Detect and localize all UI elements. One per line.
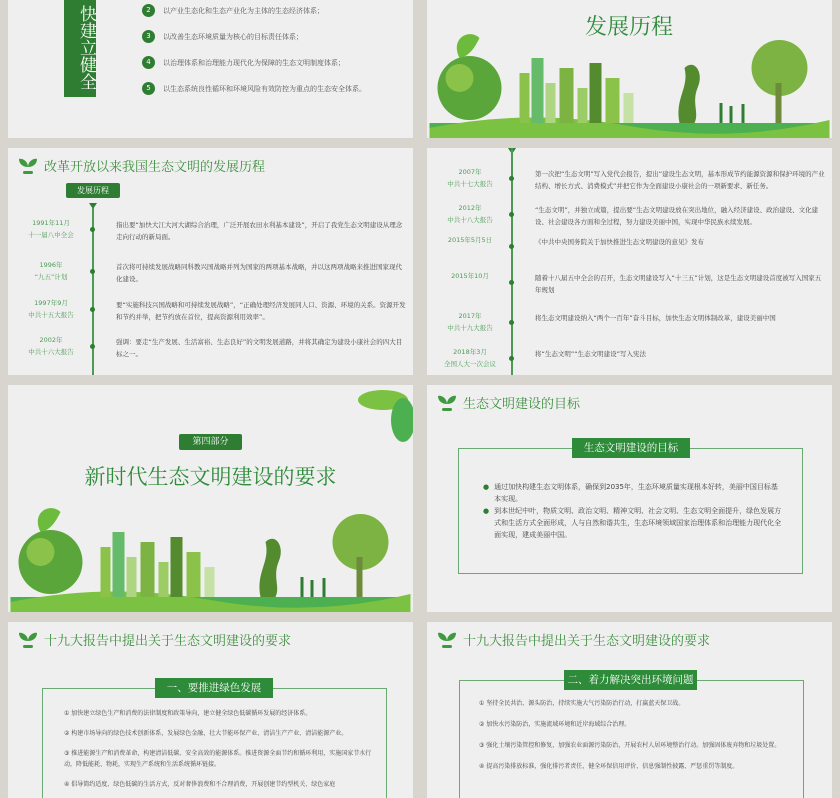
timeline-text: “生态文明”，并独立成篇，提出要“生态文明建设放在突出地位，融入经济建设、政治建设、文化建设、社会建设各方面和全过程，努力建设美丽中国，实现中华民族永续发展。 [535, 206, 819, 226]
timeline-text: 《中共中央国务院关于加快推进生态文明建设的意见》发布 [535, 238, 704, 246]
slide-7-thumbnail[interactable] [8, 622, 413, 798]
timeline-text: 强调：要走“生产发展、生活富裕、生态良好”的文明发展道路，并将其确定为建设小康社会的四大目标之一。 [116, 338, 403, 358]
list-item [142, 4, 324, 17]
timeline-date-label [16, 334, 86, 358]
item-text: 以治理体系和治理能力现代化为保障的生态文明制度体系； [163, 58, 345, 67]
header-title: 改革开放以来我国生态文明的发展历程 [44, 160, 266, 175]
timeline-text: 指出要“加快大江大河大湖综合治理，广泛开展农田水利基本建设”，开启了我党生态文明建设从理念走向行动的新局面。 [116, 221, 403, 241]
timeline-date-label [435, 270, 505, 282]
timeline-date: 2015年5月5日 [447, 236, 493, 244]
list-item: ② 加快水污染防治，实施流域环境和近岸海域综合治理。 [479, 721, 631, 728]
timeline-date: 1991年11月 [32, 219, 70, 227]
list-item: ● 到本世纪中叶，物质文明、政治文明、精神文明、社会文明、生态文明全面提升，绿色发展方式和生活方式全面形成，人与自然和谐共生，生态环境领域国家治理体系和治理能力现代化全面实现，建成美丽中国。 [483, 507, 782, 539]
timeline-date: 2018年3月 [453, 348, 487, 356]
timeline-dot [509, 244, 514, 249]
list-item: ② 构建市场导向的绿色技术创新体系，发展绿色金融，壮大节能环保产业、清洁生产产业、清洁能源产业。 [64, 730, 348, 737]
timeline-date-label [435, 166, 505, 190]
timeline-date-label [435, 346, 505, 370]
sprout-icon [437, 631, 457, 649]
city-illustration [8, 502, 413, 612]
list-item: ● 通过加快构建生态文明体系，确保到2035年，生态环境质量实现根本好转，美丽中国目标基本实现。 [483, 481, 783, 505]
leaves-decoration [323, 385, 413, 445]
timeline-text: 首次将可持续发展战略同科教兴国战略并列为国家的两项基本战略，并以这两项战略来推进国家现代化建设。 [116, 263, 402, 283]
timeline-text: 将“生态文明”“生态文明建设”写入宪法 [535, 350, 646, 358]
sprout-icon [18, 631, 38, 649]
timeline-dot [509, 356, 514, 361]
slide-header [437, 630, 710, 649]
sprout-icon [437, 394, 457, 412]
slide-title: 新时代生态文明建设的要求 [84, 465, 337, 489]
timeline-dot [509, 212, 514, 217]
requirement-list [64, 708, 382, 790]
list-item [142, 56, 345, 69]
timeline-dot [90, 269, 95, 274]
slide-header [18, 156, 265, 175]
timeline-text: 将生态文明建设纳入“两个一百年”奋斗目标，加快生态文明体制改革，建设美丽中国 [535, 314, 776, 322]
item-text: 通过加快构建生态文明体系，确保到2035年，生态环境质量实现根本好转，美丽中国目标基本实现。 [494, 483, 778, 503]
timeline-dot [509, 280, 514, 285]
item-text: 以生态系统良性循环和环境风险有效防控为重点的生态安全体系。 [163, 84, 366, 93]
slide-5-thumbnail[interactable] [8, 385, 413, 612]
goal-list [483, 481, 783, 541]
list-item: ③ 推进能源生产和消费革命，构建清洁低碳、安全高效的能源体系。推进资源全面节约和循环利用，实施国家节水行动，降低能耗、物耗，实现生产系统和生活系统循环链接。 [64, 750, 372, 768]
number-badge: 5 [142, 82, 155, 95]
number-badge: 4 [142, 56, 155, 69]
timeline-date: 1996年 [39, 261, 63, 269]
timeline-dot [90, 307, 95, 312]
timeline-dot [509, 176, 514, 181]
box-title: 一、要推进绿色发展 [155, 678, 273, 698]
box-title: 二、着力解决突出环境问题 [564, 670, 697, 690]
slide-3-thumbnail[interactable] [8, 148, 413, 375]
timeline-event: 全国人大一次会议 [444, 360, 496, 368]
number-badge: 2 [142, 4, 155, 17]
slide-header [18, 630, 291, 649]
timeline-event: 中共十五大报告 [28, 311, 74, 319]
vertical-title: 快建立健全 [64, 0, 96, 97]
header-title: 生态文明建设的目标 [463, 397, 581, 412]
timeline-date: 2012年 [458, 204, 482, 212]
timeline-text: 要“实施科技兴国战略和可持续发展战略”，“正确处理经济发展同人口、资源、环境的关系。资源开发和节约并举，把节约放在首位，提高资源利用效率”。 [116, 301, 406, 321]
list-item: ① 加快建立绿色生产和消费的法律制度和政策导向，建立健全绿色低碳循环发展的经济体系。 [64, 710, 312, 717]
list-item: ③ 强化土壤污染管控和修复，加强农业面源污染防治，开展农村人居环境整治行动。加强固体废弃物和垃圾处置。 [479, 742, 781, 749]
timeline-event: 中共十六大报告 [28, 348, 74, 356]
item-text: 到本世纪中叶，物质文明、政治文明、精神文明、社会文明、生态文明全面提升，绿色发展方式和生活方式全面形成，人与自然和谐共生，生态环境领域国家治理体系和治理能力现代化全面实现，建成美丽中国。 [494, 507, 782, 539]
slide-4-thumbnail[interactable] [427, 148, 832, 375]
timeline-line [511, 148, 513, 375]
timeline-date: 1997年9月 [34, 299, 68, 307]
timeline-date-label [16, 259, 86, 283]
slide-6-thumbnail[interactable] [427, 385, 832, 612]
header-title: 十九大报告中提出关于生态文明建设的要求 [463, 634, 711, 649]
timeline-text: 随着十八届五中全会的召开，生态文明建设写入“十三五”计划，这是生态文明建设首度被写入国家五年规划 [535, 274, 822, 294]
part-badge: 第四部分 [179, 434, 242, 450]
timeline-event: “九五”计划 [34, 273, 68, 281]
item-text: 以改善生态环境质量为核心的目标责任体系； [163, 32, 303, 41]
slide-1-thumbnail[interactable] [8, 0, 413, 138]
timeline-line [92, 208, 94, 375]
timeline-date-label [435, 234, 505, 246]
slide-title: 发展历程 [585, 15, 674, 40]
requirement-list [479, 698, 799, 772]
box-title: 生态文明建设的目标 [572, 438, 690, 458]
header-title: 十九大报告中提出关于生态文明建设的要求 [44, 634, 292, 649]
sprout-icon [18, 157, 38, 175]
timeline-event: 中共十七大报告 [447, 180, 493, 188]
timeline-date-label [435, 310, 505, 334]
timeline-dot [90, 227, 95, 232]
list-item [142, 30, 303, 43]
timeline-date-label [435, 202, 505, 226]
timeline-date: 2002年 [39, 336, 63, 344]
city-illustration [427, 28, 832, 138]
timeline-dot [90, 344, 95, 349]
timeline-dot [509, 320, 514, 325]
timeline-date-label [16, 297, 86, 321]
slide-2-thumbnail[interactable] [427, 0, 832, 138]
timeline-event: 中共十九大报告 [447, 324, 493, 332]
number-badge: 3 [142, 30, 155, 43]
item-text: 以产业生态化和生态产业化为主体的生态经济体系； [163, 6, 324, 15]
timeline-text: 第一次把“生态文明”写入党代会报告，提出“建设生态文明，基本形成节约能源资源和保护环境的产业结构、增长方式、消费模式”并把它作为全面建设小康社会的一项新要求、新任务。 [535, 170, 825, 190]
list-item: ④ 倡导简约适度、绿色低碳的生活方式，反对奢侈浪费和不合理消费，开展创建节约型机关、绿色家庭 [64, 781, 336, 788]
list-item: ① 坚持全民共治、源头防治，持续实施大气污染防治行动，打赢蓝天保卫战。 [479, 700, 685, 707]
timeline-date: 2015年10月 [451, 272, 489, 280]
timeline-badge: 发展历程 [66, 183, 120, 198]
timeline-event: 十一届八中全会 [28, 231, 74, 239]
list-item [142, 82, 366, 95]
list-item: ④ 提高污染排放标准，强化排污者责任，健全环保信用评价、信息强制性披露、严惩重罚等制度。 [479, 763, 739, 770]
slide-8-thumbnail[interactable] [427, 622, 832, 798]
slide-header [437, 393, 580, 412]
timeline-date: 2007年 [458, 168, 482, 176]
timeline-date: 2017年 [458, 312, 482, 320]
timeline-event: 中共十八大报告 [447, 216, 493, 224]
timeline-date-label [16, 217, 86, 241]
